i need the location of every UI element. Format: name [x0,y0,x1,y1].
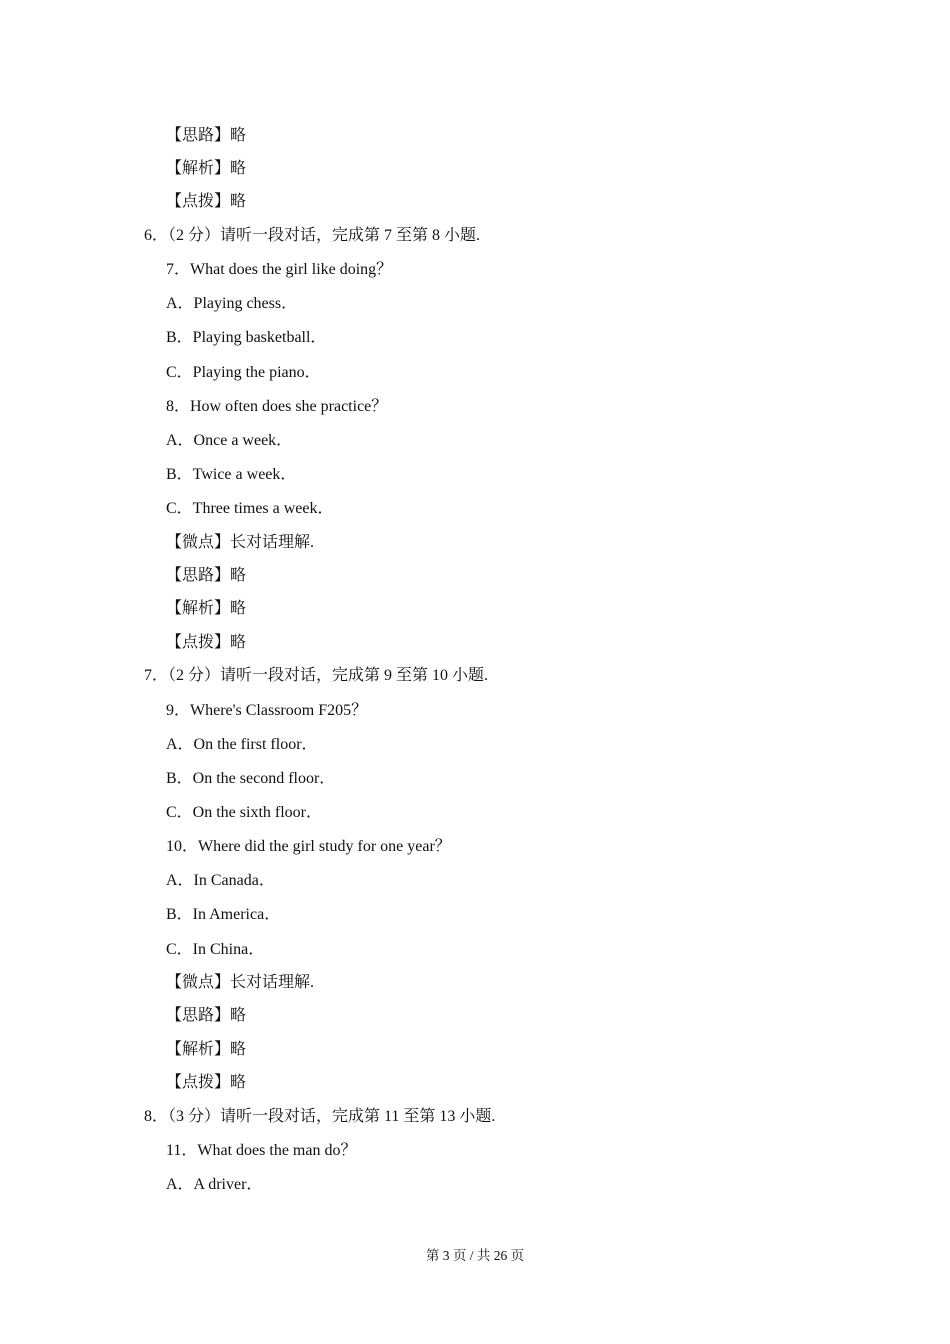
answer-option: A．In Canada． [166,872,275,889]
note-line: 【思路】略 [166,1007,247,1024]
sub-question: 11．What does the man do？ [166,1142,357,1159]
note-line: 【点拨】略 [166,1074,247,1091]
answer-option: C．Three times a week． [166,500,334,517]
note-line: 【点拨】略 [166,193,247,210]
answer-option: C．In China． [166,941,265,958]
answer-option: A．Once a week． [166,432,293,449]
sub-question: 9．Where's Classroom F205？ [166,702,368,719]
note-line: 【思路】略 [166,567,247,584]
answer-option: A．A driver． [166,1176,263,1193]
answer-option: A．Playing chess． [166,295,298,312]
sub-question: 8．How often does she practice？ [166,398,388,415]
question-heading: 6．（2 分）请听一段对话，完成第 7 至第 8 小题. [144,227,481,244]
note-line: 【解析】略 [166,1041,247,1058]
answer-option: B．On the second floor． [166,770,336,787]
question-heading: 8．（3 分）请听一段对话，完成第 11 至第 13 小题. [144,1108,496,1125]
answer-option: B．Twice a week． [166,466,297,483]
note-line: 【思路】略 [166,127,247,144]
question-heading: 7．（2 分）请听一段对话，完成第 9 至第 10 小题. [144,667,489,684]
sub-question: 10．Where did the girl study for one year？ [166,838,451,855]
note-line: 【微点】长对话理解. [166,974,315,991]
note-line: 【点拨】略 [166,634,247,651]
sub-question: 7．What does the girl like doing？ [166,261,393,278]
note-line: 【微点】长对话理解. [166,534,315,551]
page-footer: 第 3 页 / 共 26 页 [425,1248,525,1263]
answer-option: B．In America． [166,906,281,923]
answer-option: B．Playing basketball． [166,329,327,346]
answer-option: C．On the sixth floor． [166,804,322,821]
note-line: 【解析】略 [166,160,247,177]
answer-option: C．Playing the piano． [166,364,321,381]
answer-option: A．On the first floor． [166,736,318,753]
note-line: 【解析】略 [166,600,247,617]
